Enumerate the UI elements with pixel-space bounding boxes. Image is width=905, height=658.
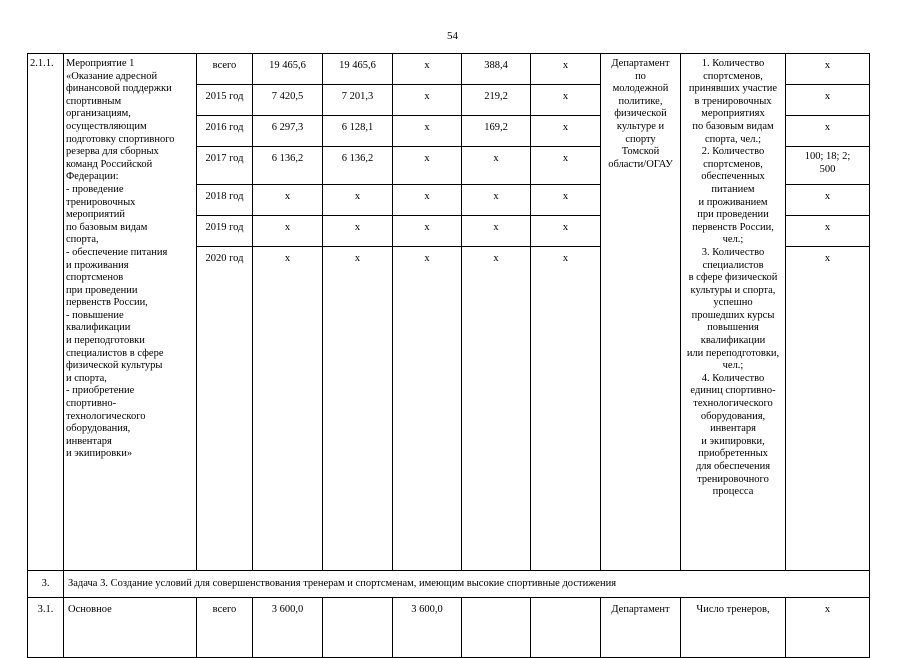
row-code: 2.1.1. xyxy=(28,54,64,571)
indicator-value-cell: х xyxy=(786,54,870,85)
value-cell xyxy=(462,598,531,658)
value-cell: х xyxy=(531,216,601,247)
value-cell: х xyxy=(462,147,531,185)
year-cell: всего xyxy=(197,54,253,85)
page-number: 54 xyxy=(447,30,458,42)
value-cell: х xyxy=(462,247,531,571)
value-cell: х xyxy=(531,185,601,216)
value-cell: х xyxy=(393,85,462,116)
budget-cell: 7 201,3 xyxy=(323,85,393,116)
value-cell: х xyxy=(462,216,531,247)
table-row xyxy=(28,598,870,658)
row-code: 3.1. xyxy=(28,598,64,658)
value-cell: х xyxy=(393,116,462,147)
table-row xyxy=(28,54,870,85)
value-cell: х xyxy=(531,147,601,185)
total-cell: 19 465,6 xyxy=(253,54,323,85)
indicator-value-cell: х xyxy=(786,247,870,571)
year-cell: 2016 год xyxy=(197,116,253,147)
value-cell: х xyxy=(393,247,462,571)
indicator-value-cell: х xyxy=(786,216,870,247)
value-cell xyxy=(531,598,601,658)
program-table xyxy=(27,53,870,658)
budget-cell: х xyxy=(323,185,393,216)
budget-cell: 6 128,1 xyxy=(323,116,393,147)
year-cell: 2017 год xyxy=(197,147,253,185)
year-cell: всего xyxy=(197,598,253,658)
year-cell: 2020 год xyxy=(197,247,253,571)
task-title: Задача 3. Создание условий для совершенствования тренерам и спортсменам, имеющим высокие спортивные достижения xyxy=(64,571,870,598)
total-cell: х xyxy=(253,185,323,216)
total-cell: 6 136,2 xyxy=(253,147,323,185)
value-cell: 388,4 xyxy=(462,54,531,85)
value-cell: 3 600,0 xyxy=(393,598,462,658)
value-cell: х xyxy=(531,247,601,571)
indicator-value-cell: х xyxy=(786,85,870,116)
year-cell: 2015 год xyxy=(197,85,253,116)
budget-cell: х xyxy=(323,216,393,247)
total-cell: х xyxy=(253,216,323,247)
total-cell: 3 600,0 xyxy=(253,598,323,658)
budget-cell: 6 136,2 xyxy=(323,147,393,185)
total-cell: 6 297,3 xyxy=(253,116,323,147)
indicator-value-cell: 100; 18; 2; 500 xyxy=(786,147,870,185)
value-cell: х xyxy=(393,147,462,185)
task-code: 3. xyxy=(28,571,64,598)
indicator-value-cell: х xyxy=(786,185,870,216)
total-cell: х xyxy=(253,247,323,571)
value-cell: х xyxy=(462,185,531,216)
budget-cell: х xyxy=(323,247,393,571)
value-cell: х xyxy=(393,216,462,247)
budget-cell xyxy=(323,598,393,658)
table-row xyxy=(28,571,870,598)
measure-description: Основное xyxy=(64,598,197,658)
indicators-cell: 1. Количество спортсменов, принявших участие в тренировочных мероприятиях по базовым видам спорта, чел.; 2. Количество спортсменов, обеспеченных питанием и проживанием при проведении первенств России, чел.; 3. Количество специалистов в сфере физической культуры и спорта, успешно прошедших курсы повышения квалификации или переподготовки, чел.; 4. Количество единиц спортивно- технологического оборудования, инвентаря и экипировки, приобретенных для обеспечения тренировочного процесса xyxy=(681,54,786,571)
indicator-value-cell: х xyxy=(786,116,870,147)
value-cell: х xyxy=(531,85,601,116)
value-cell: х xyxy=(393,54,462,85)
value-cell: х xyxy=(393,185,462,216)
indicator-value-cell: х xyxy=(786,598,870,658)
executor-cell: Департамент по молодежной политике, физической культуре и спорту Томской области/ОГАУ xyxy=(601,54,681,571)
total-cell: 7 420,5 xyxy=(253,85,323,116)
year-cell: 2019 год xyxy=(197,216,253,247)
value-cell: 219,2 xyxy=(462,85,531,116)
year-cell: 2018 год xyxy=(197,185,253,216)
value-cell: х xyxy=(531,54,601,85)
measure-description: Мероприятие 1 «Оказание адресной финансовой поддержки спортивным организациям, осуществляющим подготовку спортивного резерва для сборных команд Российской Федерации: - проведение тренировочных мероприятий по базовым видам спорта, - обеспечение питания и проживания спортсменов при проведении первенств России, - повышение квалификации и переподготовки специалистов в сфере физической культуры и спорта, - приобретение спортивно- технологического оборудования, инвентаря и экипировки» xyxy=(64,54,197,571)
executor-cell: Департамент xyxy=(601,598,681,658)
value-cell: 169,2 xyxy=(462,116,531,147)
indicators-cell: Число тренеров, xyxy=(681,598,786,658)
value-cell: х xyxy=(531,116,601,147)
budget-cell: 19 465,6 xyxy=(323,54,393,85)
